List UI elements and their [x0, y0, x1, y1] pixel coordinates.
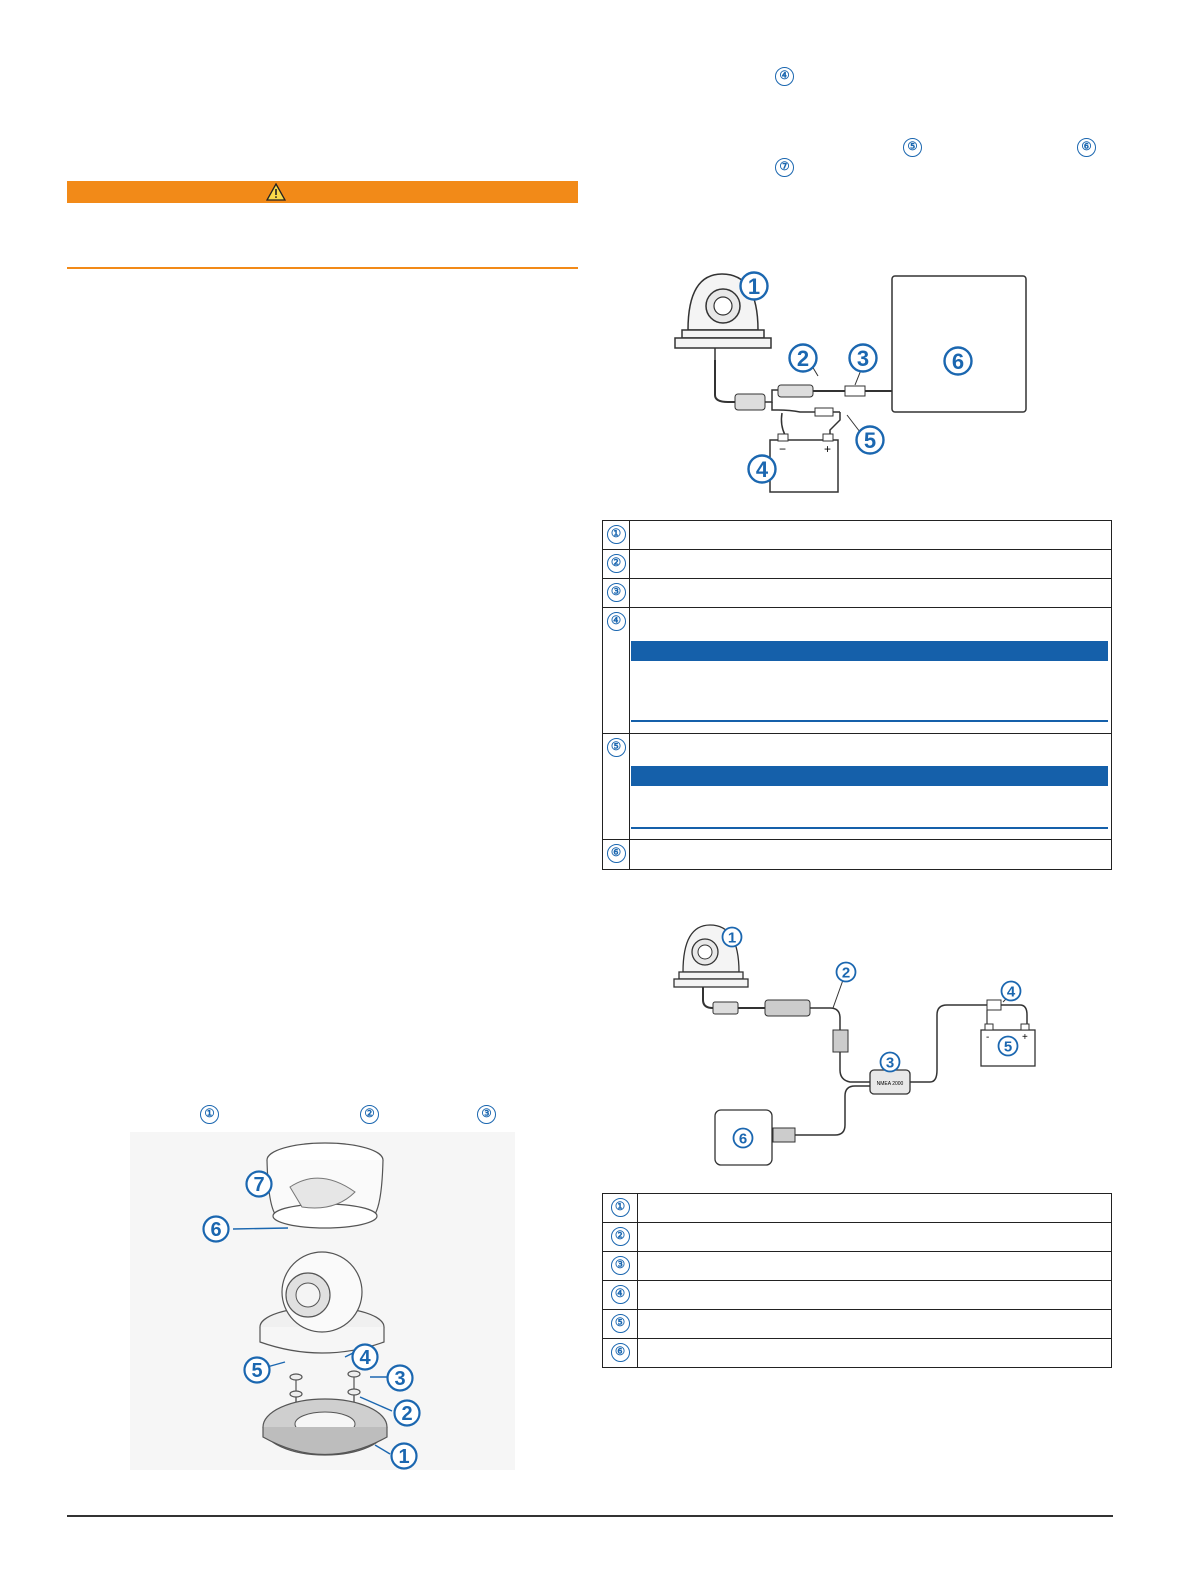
svg-text:+: +: [1022, 1032, 1028, 1043]
legend1-num: ⑤: [607, 738, 626, 757]
diagram1-label-4: 4: [755, 457, 769, 482]
exploded-label-7: 7: [253, 1174, 265, 1196]
install-callout-2: ②: [360, 1105, 379, 1124]
legend2-num: ⑥: [611, 1343, 630, 1362]
legend1-row: [603, 608, 1112, 734]
legend1-row: [603, 550, 1112, 579]
legend2-num: ④: [611, 1285, 630, 1304]
notice-rule-1: [631, 720, 1108, 722]
callout-4: ④: [775, 67, 794, 86]
callout-7: ⑦: [775, 158, 794, 177]
install-callout-1: ①: [200, 1105, 219, 1124]
wiring-diagram-battery: [660, 260, 1040, 500]
notice-bar-1: [631, 641, 1108, 661]
exploded-label-2: 2: [401, 1403, 413, 1425]
diagram1-label-2: 2: [796, 346, 810, 371]
legend2-row: [603, 1252, 1112, 1281]
diagram1-label-1: 1: [747, 274, 761, 299]
legend2-num: ①: [611, 1198, 630, 1217]
exploded-mount-diagram: [130, 1132, 515, 1470]
legend2-num: ③: [611, 1256, 630, 1275]
footer-rule: [67, 1515, 1113, 1517]
legend1-num: ①: [607, 525, 626, 544]
install-callout-3: ③: [477, 1105, 496, 1124]
diagram1-label-5: 5: [863, 428, 877, 453]
callout-6: ⑥: [1077, 138, 1096, 157]
exploded-label-1: 1: [398, 1446, 410, 1468]
legend-table-1: [602, 520, 1112, 870]
svg-text:−: −: [779, 442, 787, 456]
svg-text:+: +: [824, 442, 832, 456]
legend1-row: [603, 734, 1112, 840]
exploded-label-5: 5: [251, 1360, 263, 1382]
notice-rule-2: [631, 827, 1108, 829]
diagram2-label-2: 2: [841, 964, 851, 982]
diagram2-label-4: 4: [1006, 983, 1016, 1001]
legend1-num: ②: [607, 554, 626, 573]
diagram1-label-6: 6: [951, 349, 965, 374]
dome-cover-illustration: [267, 1143, 383, 1228]
warning-header-bar: [67, 181, 578, 203]
base-plate-illustration: [263, 1399, 387, 1455]
svg-text:-: -: [986, 1032, 990, 1043]
legend1-num: ④: [607, 612, 626, 631]
legend2-row: [603, 1223, 1112, 1252]
legend-table-2: [602, 1193, 1112, 1368]
legend2-num: ⑤: [611, 1314, 630, 1333]
diagram1-label-3: 3: [856, 346, 870, 371]
diagram2-label-6: 6: [738, 1130, 748, 1148]
legend1-row: [603, 579, 1112, 608]
battery-illustration: [770, 434, 838, 492]
wiring-diagram-nmea: [665, 920, 1065, 1175]
legend2-row: [603, 1310, 1112, 1339]
svg-text:NMEA 2000: NMEA 2000: [876, 1081, 904, 1087]
callout-5: ⑤: [903, 138, 922, 157]
exploded-label-4: 4: [359, 1347, 371, 1369]
exploded-label-3: 3: [394, 1368, 406, 1390]
legend1-num: ⑥: [607, 844, 626, 863]
diagram2-label-1: 1: [727, 929, 737, 947]
nmea-tee-connector: [870, 1070, 910, 1094]
warning-bottom-rule: [67, 267, 578, 269]
legend1-row: [603, 840, 1112, 870]
legend2-row: [603, 1339, 1112, 1368]
diagram2-label-3: 3: [885, 1054, 895, 1072]
chartplotter-box: [892, 276, 1026, 412]
exploded-label-6: 6: [210, 1219, 222, 1241]
warning-triangle-icon: [266, 183, 286, 201]
notice-bar-2: [631, 766, 1108, 786]
legend1-num: ③: [607, 583, 626, 602]
legend1-row: [603, 521, 1112, 550]
diagram2-label-5: 5: [1003, 1038, 1013, 1056]
legend2-row: [603, 1281, 1112, 1310]
legend2-num: ②: [611, 1227, 630, 1246]
legend2-row: [603, 1194, 1112, 1223]
